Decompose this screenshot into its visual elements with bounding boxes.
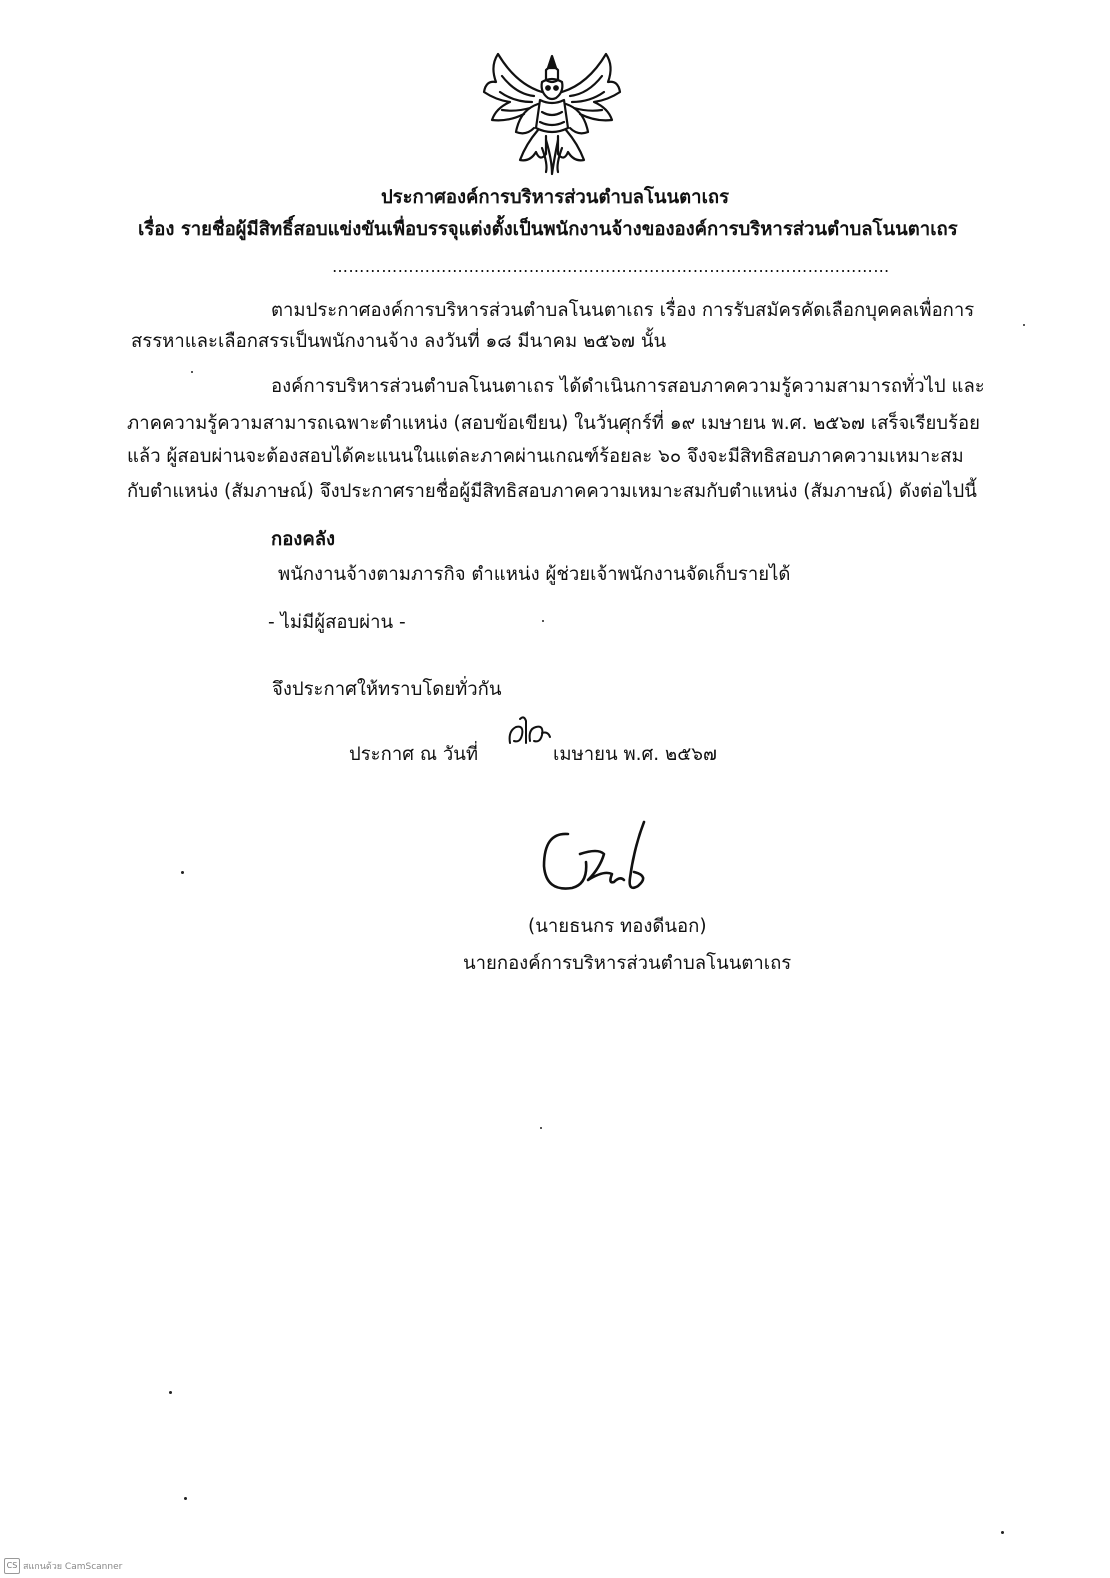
- handwritten-signature: [534, 818, 664, 904]
- scan-speck: [184, 1497, 187, 1500]
- result-line: - ไม่มีผู้สอบผ่าน -: [268, 612, 406, 633]
- date-suffix: เมษายน พ.ศ. ๒๕๖๗: [553, 744, 717, 765]
- scan-speck: [540, 1127, 542, 1129]
- dotted-separator: …………………………………………………………………………………………: [332, 257, 890, 276]
- document-title: ประกาศองค์การบริหารส่วนตำบลโนนตาเถร: [380, 187, 730, 208]
- scanner-watermark: [4, 1558, 122, 1574]
- paragraph-2-line-3: แล้ว ผู้สอบผ่านจะต้องสอบได้คะแนนในแต่ละภาคผ่านเกณฑ์ร้อยละ ๖๐ จึงจะมีสิทธิสอบภาคความเหมาะสม: [127, 446, 964, 467]
- scan-speck: [169, 1391, 172, 1394]
- scan-speck: [542, 620, 544, 622]
- handwritten-day-number: [506, 713, 552, 749]
- scan-speck: [1001, 1531, 1004, 1534]
- scan-speck: [191, 371, 193, 373]
- camscanner-logo-icon: CS: [4, 1558, 20, 1574]
- position-line: พนักงานจ้างตามภารกิจ ตำแหน่ง ผู้ช่วยเจ้าพนักงานจัดเก็บรายได้: [278, 564, 791, 585]
- document-subject: เรื่อง รายชื่อผู้มีสิทธิ์สอบแข่งขันเพื่อบรรจุแต่งตั้งเป็นพนักงานจ้างขององค์การบริหารส่วนตำบลโนนตาเถร: [138, 219, 958, 240]
- scanner-caption: สแกนด้วย CamScanner: [23, 1562, 123, 1572]
- paragraph-1-line-2: สรรหาและเลือกสรรเป็นพนักงานจ้าง ลงวันที่ ๑๘ มีนาคม ๒๕๖๗ นั้น: [131, 331, 667, 352]
- date-prefix: ประกาศ ณ วันที่: [349, 744, 479, 765]
- paragraph-2-line-2: ภาคความรู้ความสามารถเฉพาะตำแหน่ง (สอบข้อเขียน) ในวันศุกร์ที่ ๑๙ เมษายน พ.ศ. ๒๕๖๗ เสร็จเรียบร้อย: [127, 413, 980, 434]
- garuda-emblem-icon: [476, 36, 628, 178]
- scan-speck: [1023, 324, 1025, 326]
- closing-line: จึงประกาศให้ทราบโดยทั่วกัน: [272, 679, 502, 700]
- scan-speck: [181, 871, 184, 874]
- division-heading: กองคลัง: [271, 529, 336, 550]
- paragraph-1-line-1: ตามประกาศองค์การบริหารส่วนตำบลโนนตาเถร เรื่อง การรับสมัครคัดเลือกบุคคลเพื่อการ: [271, 300, 975, 321]
- signatory-name: (นายธนกร ทองดีนอก): [528, 916, 707, 937]
- signatory-title: นายกองค์การบริหารส่วนตำบลโนนตาเถร: [463, 953, 792, 974]
- paragraph-2-line-1: องค์การบริหารส่วนตำบลโนนตาเถร ได้ดำเนินการสอบภาคความรู้ความสามารถทั่วไป และ: [271, 376, 985, 397]
- paragraph-2-line-4: กับตำแหน่ง (สัมภาษณ์) จึงประกาศรายชื่อผู้มีสิทธิสอบภาคความเหมาะสมกับตำแหน่ง (สัมภาษณ์) ดังต่อไปนี้: [127, 481, 977, 502]
